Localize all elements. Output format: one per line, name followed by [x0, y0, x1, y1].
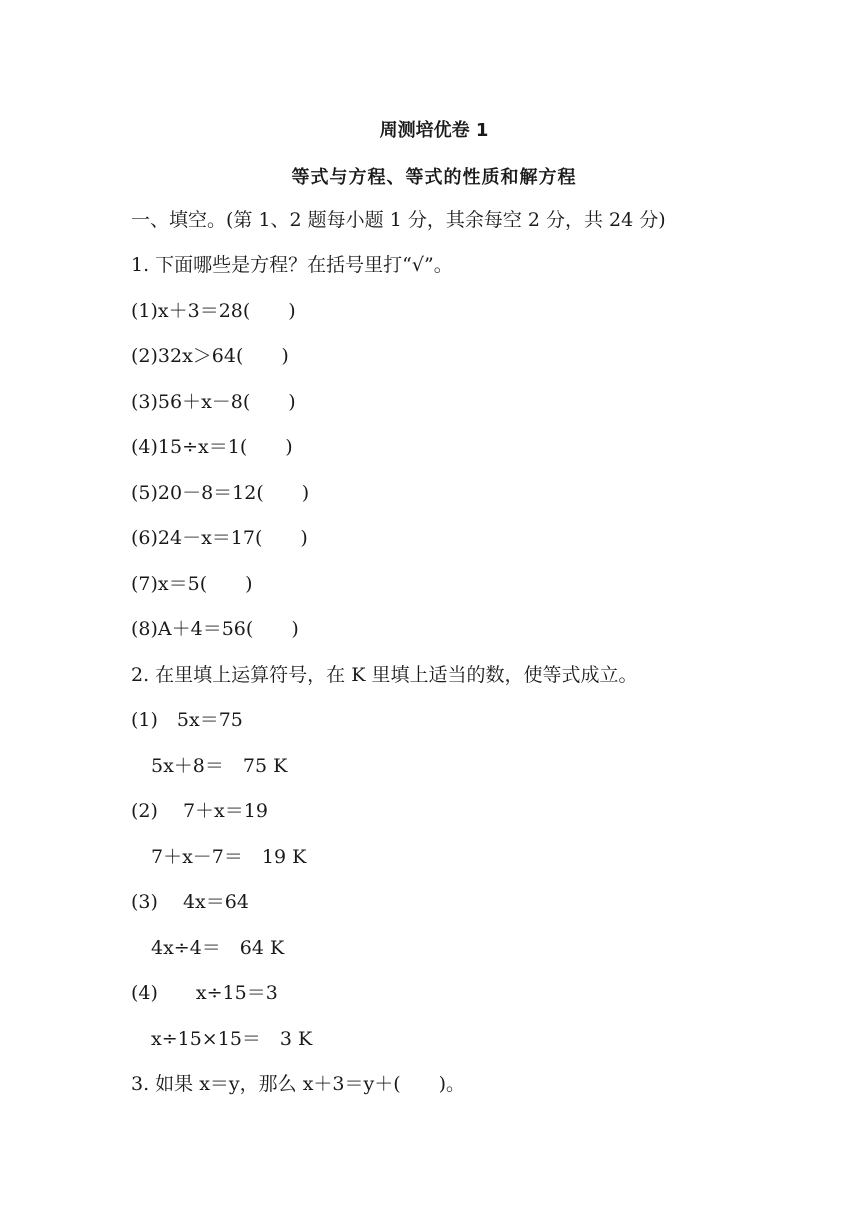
question-2-part-equation: (3) 4x＝64: [131, 891, 249, 913]
question-2-part-answer-line: 4x÷4＝ 64 K: [151, 937, 285, 959]
question-1-item: (1)x＋3＝28( ): [131, 300, 296, 322]
question-2-part-equation: (2) 7＋x＝19: [131, 800, 268, 822]
question-1-item: (8)A＋4＝56( ): [131, 618, 299, 640]
question-2-prompt: 2. 在里填上运算符号，在 K 里填上适当的数，使等式成立。: [131, 664, 638, 686]
worksheet-title: 周测培优卷 1: [379, 120, 489, 141]
worksheet-subtitle: 等式与方程、等式的性质和解方程: [291, 167, 577, 188]
section-heading: 一、填空。(第 1、2 题每小题 1 分，其余每空 2 分，共 24 分): [131, 209, 666, 231]
question-1-prompt: 1. 下面哪些是方程？在括号里打“√”。: [131, 254, 453, 276]
question-2-part-equation: (4) x÷15＝3: [131, 982, 278, 1004]
question-1-item: (2)32x＞64( ): [131, 345, 289, 367]
question-2-part-equation: (1) 5x＝75: [131, 709, 243, 731]
question-2-part-answer-line: 7＋x－7＝ 19 K: [151, 846, 307, 868]
question-1-item: (7)x＝5( ): [131, 573, 253, 595]
question-3-prompt: 3. 如果 x＝y，那么 x＋3＝y＋( )。: [131, 1073, 466, 1095]
question-2-part-answer-line: x÷15×15＝ 3 K: [151, 1028, 313, 1050]
question-1-item: (5)20－8＝12( ): [131, 482, 310, 504]
question-2-part-answer-line: 5x＋8＝ 75 K: [151, 755, 288, 777]
question-1-item: (3)56＋x－8( ): [131, 391, 296, 413]
question-1-item: (6)24－x＝17( ): [131, 527, 308, 549]
question-1-item: (4)15÷x＝1( ): [131, 436, 293, 458]
